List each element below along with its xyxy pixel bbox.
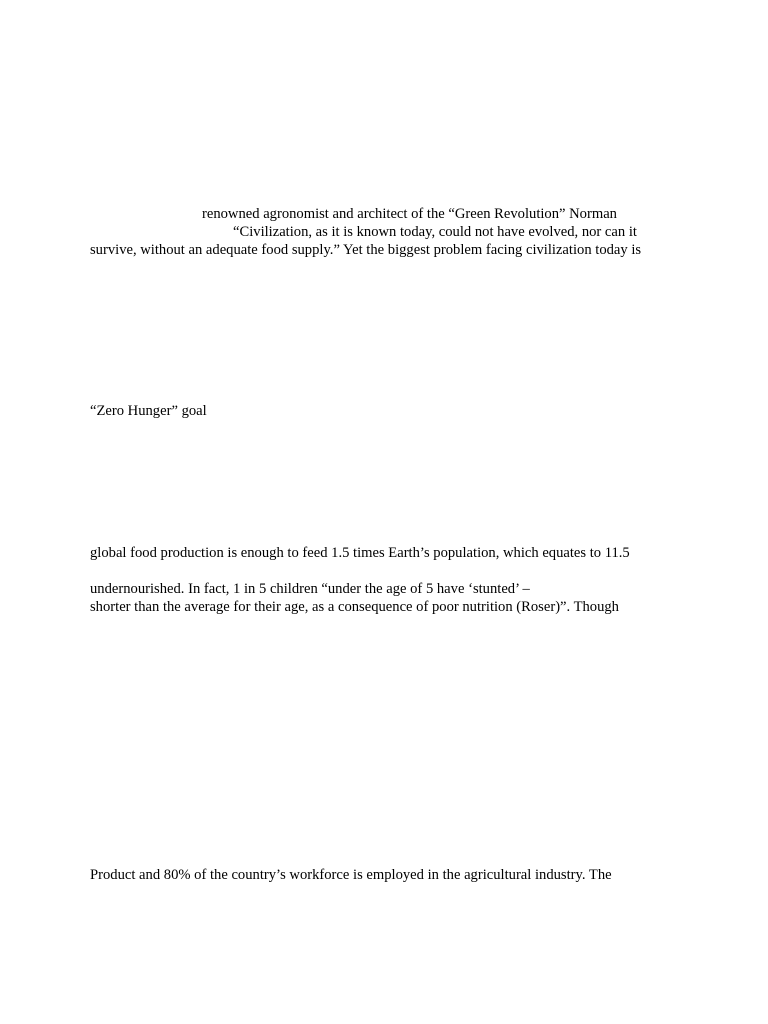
text-line: Product and 80% of the country’s workforce is employed in the agricultural industry. The [90, 867, 612, 883]
text-line: undernourished. In fact, 1 in 5 children “under the age of 5 have ‘stunted’ – [90, 581, 530, 597]
text-line: shorter than the average for their age, as a consequence of poor nutrition (Roser)”. Though [90, 599, 619, 615]
text-line: “Zero Hunger” goal [90, 403, 207, 419]
text-line: “Civilization, as it is known today, could not have evolved, nor can it [233, 224, 637, 240]
text-line: renowned agronomist and architect of the “Green Revolution” Norman [202, 206, 617, 222]
text-line: global food production is enough to feed 1.5 times Earth’s population, which equates to 11.5 [90, 545, 630, 561]
text-line: survive, without an adequate food supply.” Yet the biggest problem facing civilization today is [90, 242, 642, 258]
